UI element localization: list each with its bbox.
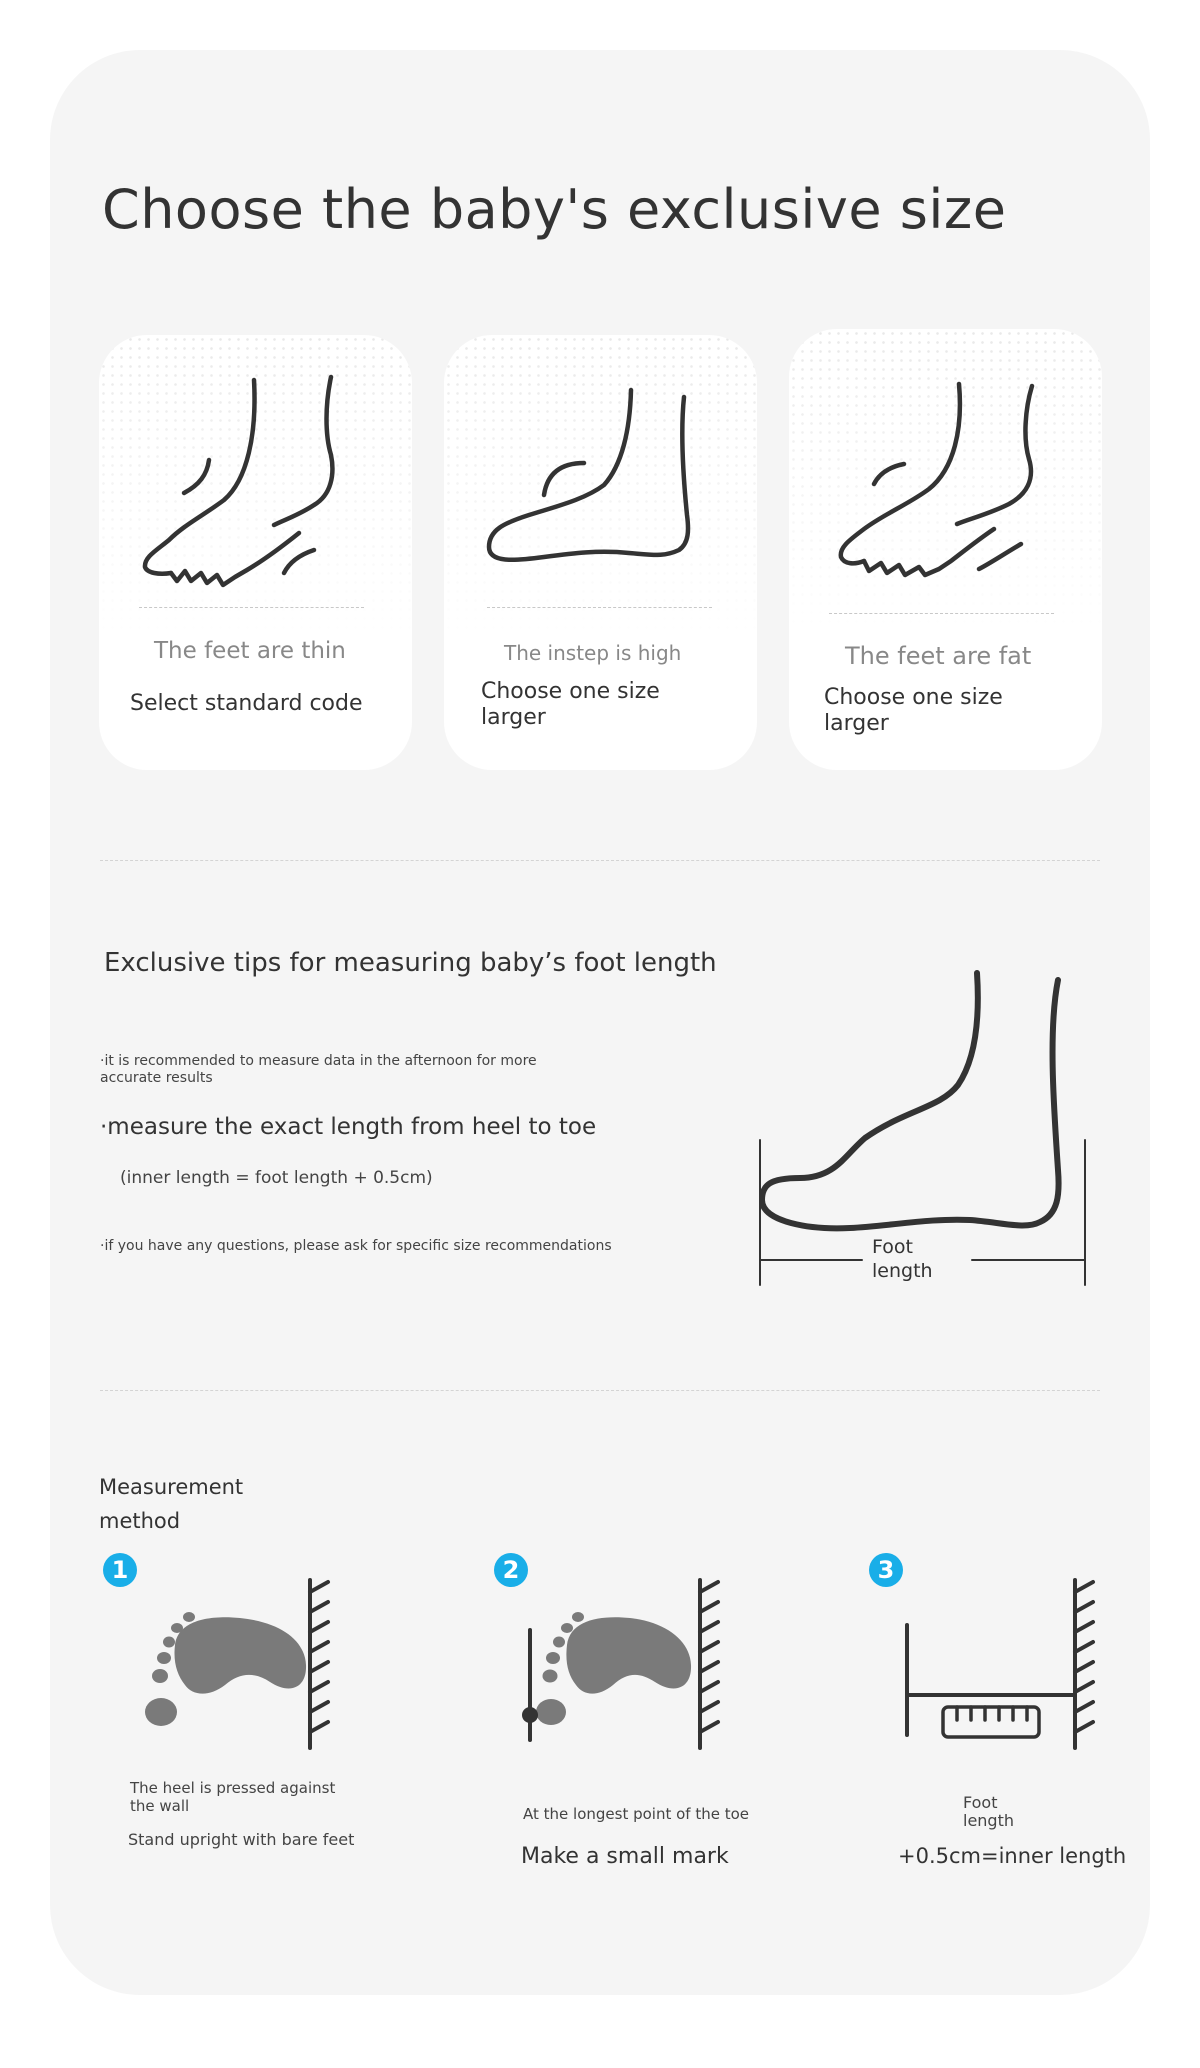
foot-fat-icon bbox=[789, 329, 1102, 589]
foot-thin-icon bbox=[99, 335, 412, 595]
card-divider bbox=[139, 607, 364, 608]
card-high-instep bbox=[444, 335, 757, 770]
card-subtitle: The instep is high bbox=[504, 641, 682, 665]
tip-heel-to-toe: ·measure the exact length from heel to toe bbox=[100, 1114, 597, 1140]
step-1-caption-big: Stand upright with bare feet bbox=[128, 1830, 355, 1849]
footprint-icon bbox=[145, 1612, 306, 1726]
step-2-caption-big: Make a small mark bbox=[521, 1844, 729, 1869]
card-thin-feet bbox=[99, 335, 412, 770]
step-1-caption-small: The heel is pressed against the wall bbox=[130, 1779, 336, 1815]
card-divider bbox=[487, 607, 712, 608]
step-2-number: 2 bbox=[494, 1553, 528, 1587]
card-advice: Choose one size larger bbox=[824, 685, 1003, 736]
tip-questions: ·if you have any questions, please ask for specific size recommendations bbox=[100, 1238, 612, 1254]
tip-inner-length-note: (inner length = foot length + 0.5cm) bbox=[120, 1168, 433, 1188]
step-1-illustration bbox=[130, 1570, 350, 1770]
page-title: Choose the baby's exclusive size bbox=[102, 178, 1007, 241]
step-2-illustration bbox=[515, 1570, 735, 1770]
ruler-icon bbox=[943, 1707, 1039, 1737]
step-2-caption-small: At the longest point of the toe bbox=[523, 1805, 750, 1823]
step-3-illustration bbox=[895, 1570, 1115, 1770]
card-divider bbox=[829, 613, 1054, 614]
section-divider bbox=[100, 860, 1100, 861]
mark-dot-icon bbox=[522, 1707, 538, 1723]
section-divider bbox=[100, 1390, 1100, 1391]
step-3-caption-big: +0.5cm=inner length bbox=[898, 1844, 1127, 1868]
card-advice: Choose one size larger bbox=[481, 679, 660, 730]
method-title: Measurement method bbox=[99, 1475, 244, 1533]
wall-icon bbox=[1075, 1580, 1093, 1748]
card-subtitle: The feet are fat bbox=[845, 642, 1032, 670]
wall-icon bbox=[310, 1580, 328, 1748]
tip-afternoon: ·it is recommended to measure data in the afternoon for more accurate results bbox=[100, 1053, 537, 1086]
card-advice: Select standard code bbox=[130, 691, 363, 716]
card-subtitle: The feet are thin bbox=[154, 638, 346, 664]
step-1-number: 1 bbox=[103, 1553, 137, 1587]
foot-high-instep-icon bbox=[444, 335, 757, 595]
step-3-caption-small: Foot length bbox=[963, 1793, 1014, 1830]
wall-icon bbox=[700, 1580, 718, 1748]
tips-title: Exclusive tips for measuring baby’s foot length bbox=[104, 948, 717, 978]
step-3-number: 3 bbox=[869, 1553, 903, 1587]
foot-length-label: Foot length bbox=[872, 1236, 933, 1282]
card-fat-feet bbox=[789, 329, 1102, 770]
footprint-icon bbox=[536, 1612, 691, 1725]
